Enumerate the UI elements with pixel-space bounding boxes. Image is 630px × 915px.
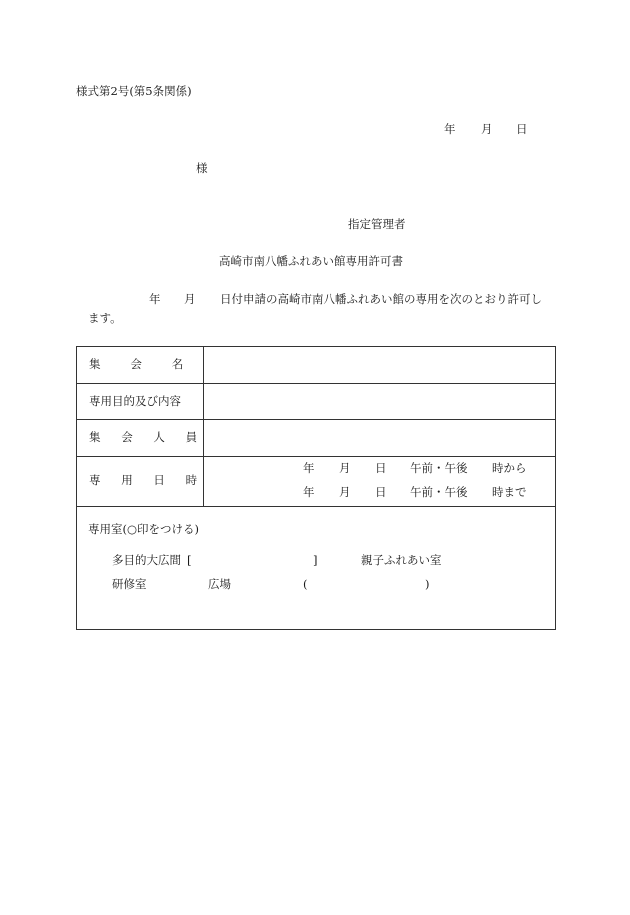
until-month: 月 — [339, 485, 351, 499]
date-year-label: 年 — [444, 122, 456, 136]
purpose-field[interactable] — [204, 384, 556, 419]
rooms-heading: 専用室(○印をつける) — [88, 522, 200, 536]
from-year: 年 — [303, 461, 315, 475]
until-suffix: 時まで — [492, 485, 527, 499]
room-parent-child[interactable]: 親子ふれあい室 — [361, 553, 442, 567]
label-attendees: 集会人員 — [89, 430, 218, 444]
page-title: 高崎市南八幡ふれあい館専用許可書 — [219, 254, 403, 268]
hall-bracket-open: [ — [187, 553, 192, 567]
from-ampm: 午前・午後 — [410, 461, 468, 475]
label-meeting-name — [89, 357, 214, 371]
body-text-line2: ます。 — [88, 311, 122, 325]
until-day: 日 — [375, 485, 387, 499]
label-datetime: 専用日時 — [89, 473, 218, 487]
room-plaza[interactable]: 広場 — [208, 577, 231, 591]
until-ampm: 午前・午後 — [410, 485, 468, 499]
permit-form-table — [76, 346, 556, 630]
from-day: 日 — [375, 461, 387, 475]
form-number: 様式第2号(第5条関係) — [76, 84, 192, 98]
from-suffix: 時から — [492, 461, 527, 475]
label-purpose: 専用目的及び内容 — [89, 394, 181, 408]
from-month: 月 — [339, 461, 351, 475]
hall-bracket-close: ] — [313, 553, 318, 567]
other-paren-open: ( — [303, 577, 308, 591]
hall-bracket-field[interactable] — [197, 551, 311, 569]
body-year-label: 年 — [149, 292, 161, 306]
other-paren-close: ) — [425, 577, 430, 591]
attendees-field[interactable] — [204, 420, 556, 456]
date-month-label: 月 — [481, 122, 493, 136]
other-room-field[interactable] — [311, 575, 423, 593]
room-training[interactable]: 研修室 — [112, 577, 147, 591]
addressee-suffix: 様 — [196, 161, 208, 175]
meeting-name-field[interactable] — [204, 347, 556, 383]
body-text-line1: 日付申請の高崎市南八幡ふれあい館の専用を次のとおり許可し — [220, 292, 542, 306]
body-month-label: 月 — [184, 292, 196, 306]
date-day-label: 日 — [516, 122, 528, 136]
issuer-label: 指定管理者 — [348, 217, 406, 231]
room-hall[interactable]: 多目的大広間 — [112, 553, 181, 567]
until-year: 年 — [303, 485, 315, 499]
label-meeting-name-text: 集会名 — [89, 357, 214, 371]
